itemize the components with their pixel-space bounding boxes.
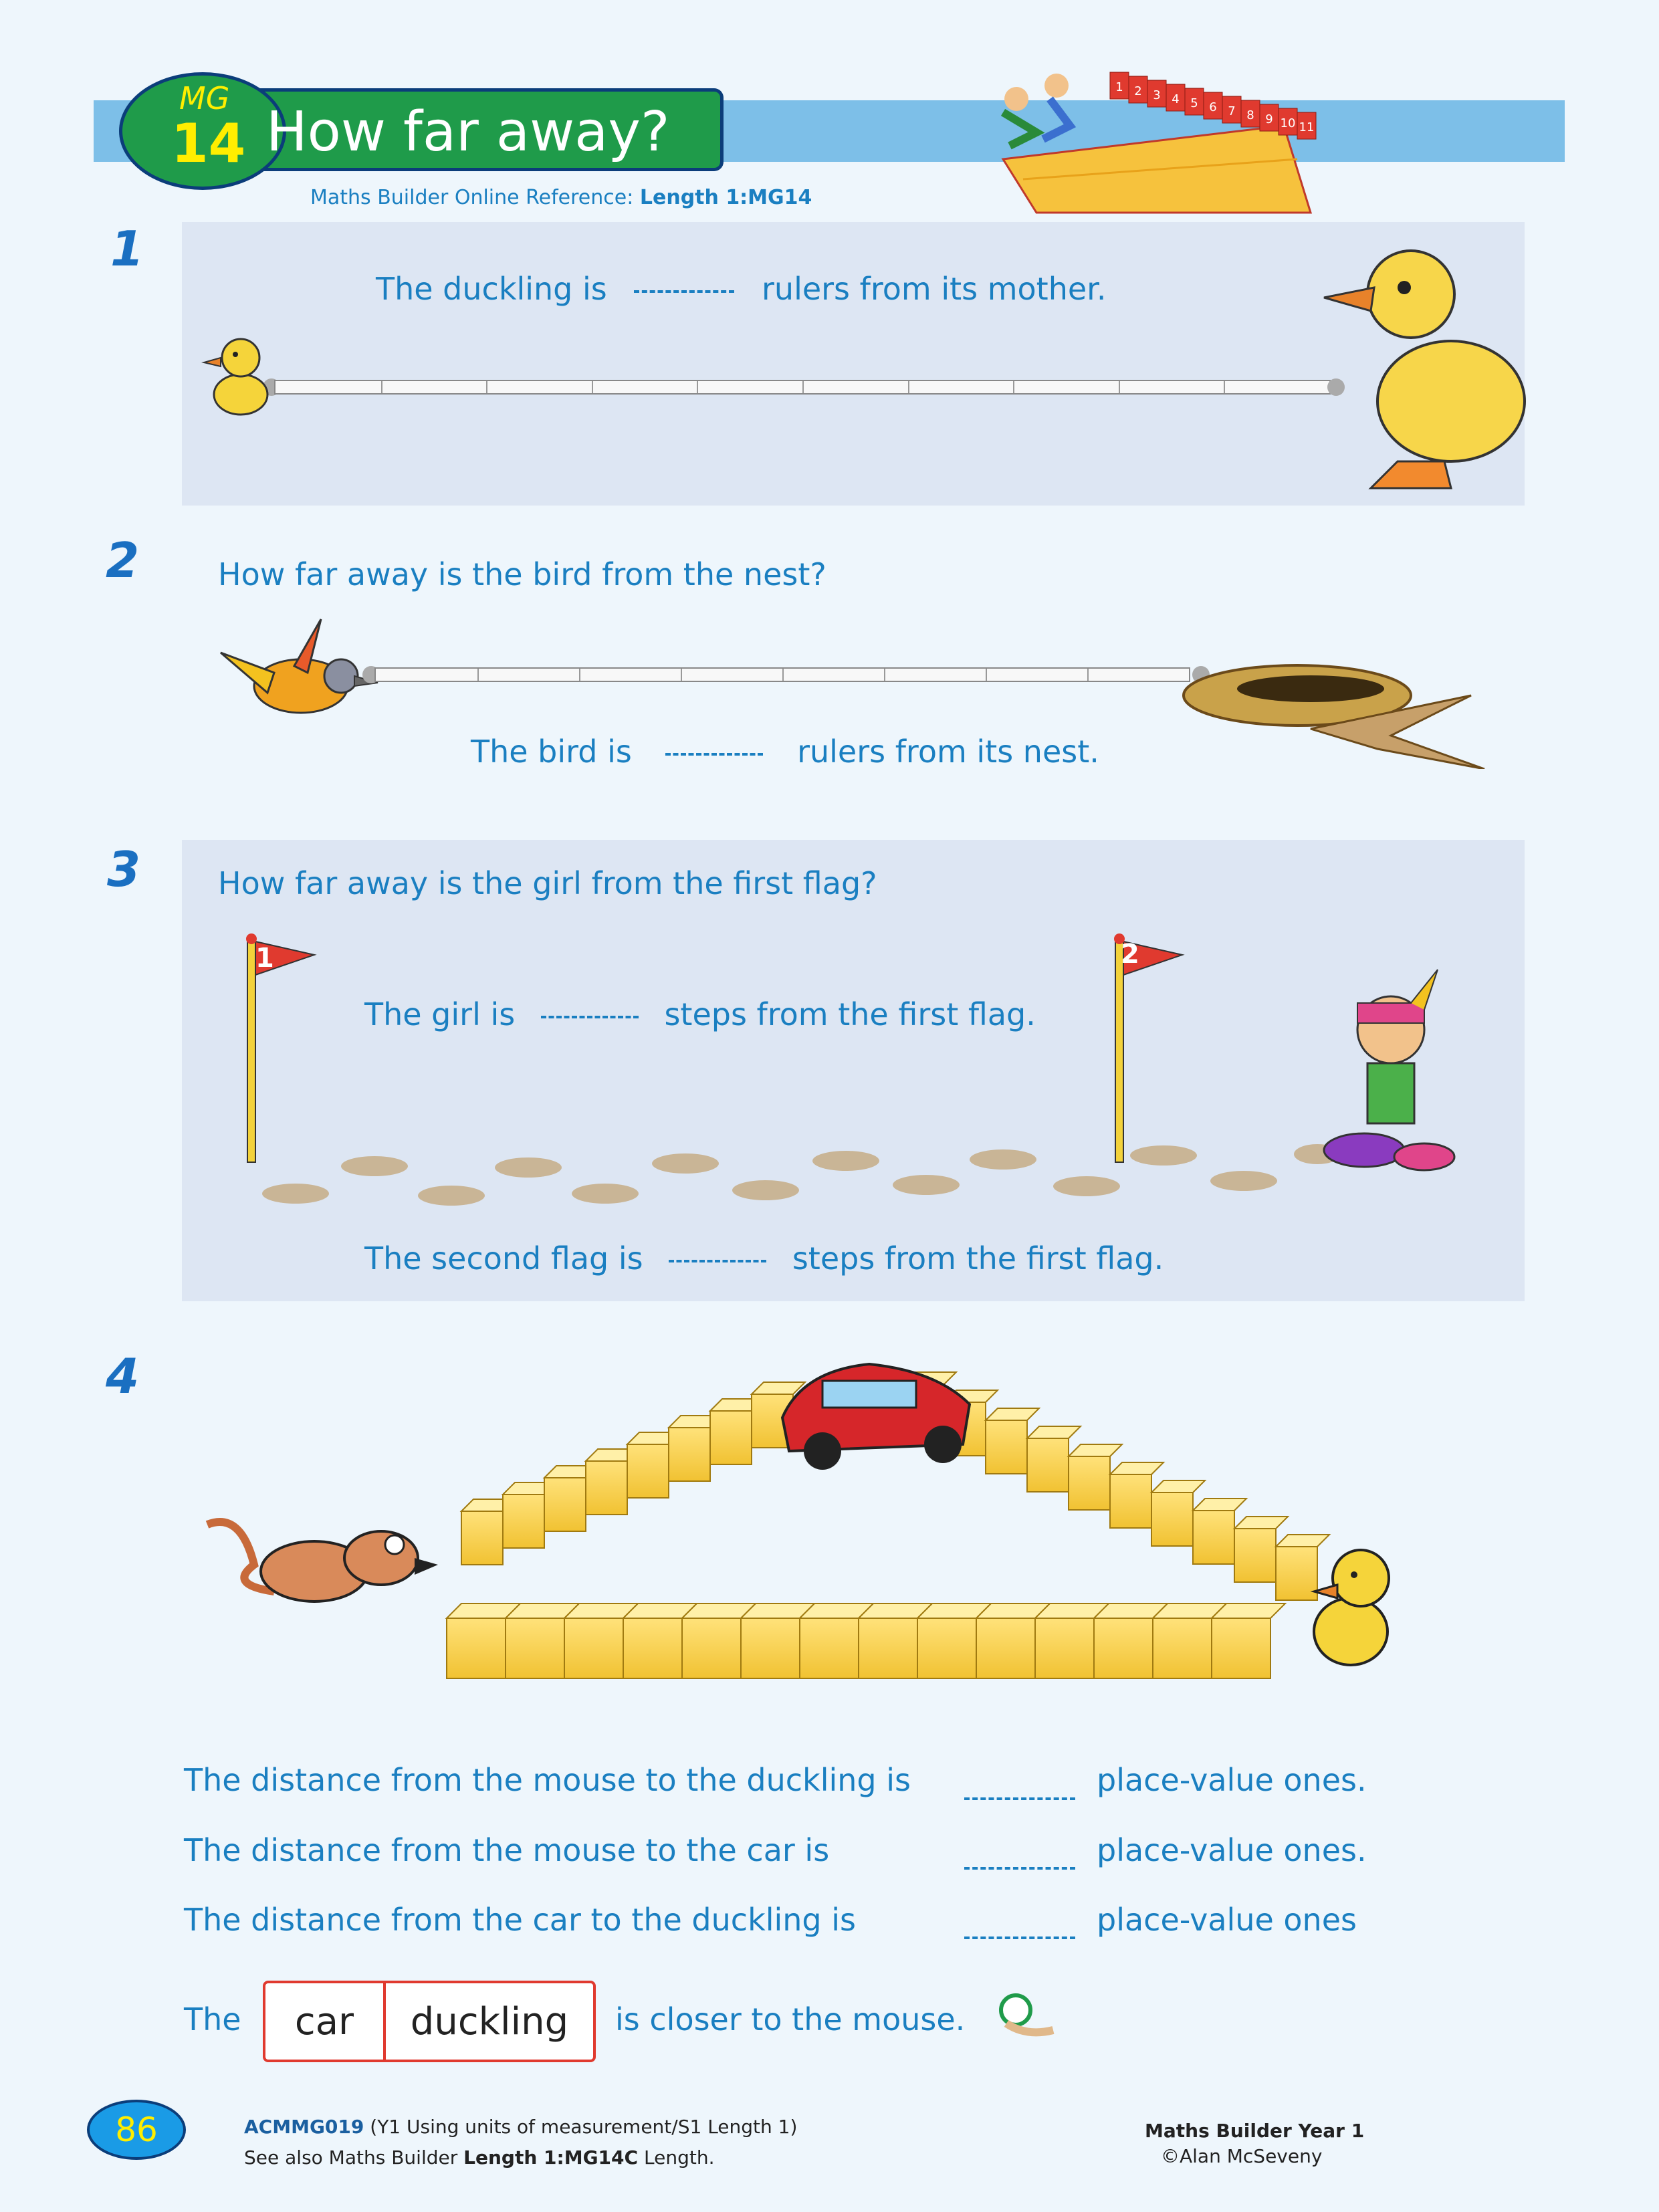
q3-girl-blank[interactable]	[541, 1016, 639, 1018]
closer-prefix: The	[184, 2001, 241, 2037]
worm-mascot-icon	[993, 1990, 1060, 2043]
flag-2-number: 2	[1121, 939, 1139, 970]
mother-duck-icon	[1317, 221, 1531, 502]
page-title: How far away?	[266, 100, 670, 164]
ruler-divider	[986, 669, 987, 681]
closer-choice-box	[263, 1981, 596, 2062]
track-number-box	[1185, 88, 1204, 115]
ruler-divider	[884, 669, 885, 681]
question-number-4: 4	[106, 1348, 140, 1404]
ruler-divider	[1013, 381, 1014, 393]
q3-flag-blank[interactable]	[669, 1260, 766, 1262]
ruler-divider	[381, 381, 382, 393]
track-number: 3	[1153, 88, 1161, 102]
q1-ruler-row	[274, 380, 1331, 395]
track-number-box	[1260, 104, 1279, 131]
q4-line1-after: place-value ones.	[1097, 1762, 1367, 1798]
book-title: Maths Builder Year 1	[1145, 2120, 1365, 2142]
footstep	[1210, 1171, 1277, 1191]
ruler-divider	[1119, 381, 1120, 393]
ruler-divider	[697, 381, 698, 393]
place-value-blocks-illustration	[201, 1344, 1404, 1705]
track-number: 8	[1246, 108, 1254, 122]
ruler-divider	[1224, 381, 1225, 393]
question-number-2: 2	[106, 532, 140, 588]
curriculum-code: ACMMG019	[244, 2116, 364, 2138]
track-number-box	[1297, 112, 1316, 139]
footstep	[812, 1151, 879, 1171]
footstep	[341, 1156, 408, 1176]
footstep	[893, 1175, 960, 1195]
blocks-mouse-to-duckling	[447, 1603, 1285, 1678]
bird-icon	[207, 613, 381, 740]
track-number: 6	[1209, 100, 1217, 114]
q2-question: How far away is the bird from the nest?	[218, 556, 826, 592]
footstep	[970, 1149, 1036, 1170]
page-number: 86	[87, 2100, 186, 2160]
question-number-1: 1	[110, 221, 144, 277]
q1-answer-line	[376, 271, 1106, 307]
q2-answer-line	[471, 734, 1099, 770]
track-number: 5	[1190, 96, 1198, 110]
track-number-box	[1110, 72, 1129, 99]
track-number-box	[1222, 96, 1241, 123]
track-number-box	[1204, 92, 1222, 119]
track-number-strip	[1110, 72, 1316, 139]
track-number-box	[1129, 76, 1147, 103]
q4-line2-before: The distance from the mouse to the car is	[184, 1832, 830, 1868]
ruler-divider	[908, 381, 909, 393]
footstep	[418, 1186, 485, 1206]
track-number: 2	[1134, 84, 1142, 98]
q4-line3-before: The distance from the car to the duckling is	[184, 1902, 856, 1938]
see-also-prefix: See also Maths Builder	[244, 2146, 458, 2169]
track-number-box	[1279, 108, 1297, 135]
nest-icon	[1177, 655, 1498, 769]
q2-answer-blank[interactable]	[665, 753, 763, 756]
footstep	[1130, 1145, 1197, 1166]
track-number-box	[1241, 100, 1260, 127]
q4-line1-before: The distance from the mouse to the duckling is	[184, 1762, 911, 1798]
see-also-suffix: Length.	[643, 2146, 715, 2169]
track-number-box	[1166, 84, 1185, 111]
q4-line-2	[184, 1832, 829, 1868]
q4-mouse-duckling-blank[interactable]	[964, 1797, 1075, 1800]
runner-icon	[1004, 87, 1028, 111]
running-track-illustration	[963, 59, 1337, 219]
code-number: 14	[171, 112, 246, 175]
q4-line2-after: place-value ones.	[1097, 1832, 1367, 1868]
q3-line2-before: The second flag is	[364, 1240, 643, 1277]
curriculum-desc: (Y1 Using units of measurement/S1 Length 1)	[370, 2116, 798, 2138]
q3-line1-before: The girl is	[364, 996, 516, 1032]
flag-1	[234, 928, 328, 1169]
q4-car-duckling-blank[interactable]	[964, 1937, 1075, 1939]
q2-text-after: rulers from its nest.	[797, 734, 1099, 770]
track-number: 11	[1299, 120, 1315, 134]
ruler-divider	[802, 381, 804, 393]
copyright: ©Alan McSeveny	[1161, 2145, 1323, 2167]
place-value-cube	[1212, 1603, 1285, 1678]
track-number: 10	[1280, 116, 1296, 130]
footstep	[652, 1153, 719, 1174]
ruler-divider	[579, 669, 580, 681]
girl-icon	[1311, 963, 1478, 1177]
track-number: 1	[1115, 80, 1123, 94]
q3-question: How far away is the girl from the first flag?	[218, 865, 877, 901]
q4-line-1	[184, 1762, 911, 1798]
flag-2	[1102, 928, 1196, 1169]
q4-mouse-car-blank[interactable]	[964, 1867, 1075, 1870]
reference-label: Maths Builder Online Reference:	[310, 186, 634, 209]
curriculum-line	[244, 2116, 797, 2138]
footsteps-row	[254, 1137, 1337, 1217]
q3-line2-after: steps from the first flag.	[792, 1240, 1164, 1277]
footstep	[732, 1180, 799, 1200]
flag-1-number: 1	[255, 943, 274, 974]
q2-text-before: The bird is	[471, 734, 632, 770]
q4-line3-after: place-value ones	[1097, 1902, 1357, 1938]
q3-answer-line-2	[364, 1240, 1164, 1277]
q2-ruler-row	[374, 667, 1190, 682]
duckling-icon	[1314, 1550, 1389, 1665]
closer-suffix: is closer to the mouse.	[615, 2001, 966, 2037]
footstep	[262, 1184, 329, 1204]
ruler-divider	[592, 381, 593, 393]
choice-duckling[interactable]: duckling	[410, 1999, 569, 2043]
q1-text-after: rulers from its mother.	[762, 271, 1107, 307]
online-reference	[310, 186, 812, 209]
q4-line-3	[184, 1902, 856, 1938]
q3-answer-line-1	[364, 996, 1036, 1032]
q3-line1-after: steps from the first flag.	[664, 996, 1036, 1032]
reference-value: Length 1:MG14	[639, 186, 812, 209]
track-number: 9	[1265, 112, 1273, 126]
blocks-mouse-to-car	[461, 1382, 805, 1565]
track-number-box	[1147, 80, 1166, 107]
question-number-3: 3	[107, 841, 141, 897]
track-number: 4	[1172, 92, 1180, 106]
runner-icon	[1044, 74, 1069, 98]
footstep	[572, 1184, 639, 1204]
ruler-divider	[477, 669, 479, 681]
see-also-ref: Length 1:MG14C	[463, 2146, 639, 2169]
choice-car[interactable]: car	[265, 1983, 386, 2060]
ruler-divider	[486, 381, 487, 393]
q1-answer-blank[interactable]	[634, 290, 734, 293]
ruler-divider	[782, 669, 784, 681]
ruler-divider	[681, 669, 682, 681]
q1-text-before: The duckling is	[376, 271, 607, 307]
code-prefix: MG	[179, 80, 230, 116]
ruler-divider	[1087, 669, 1089, 681]
see-also-line	[244, 2146, 714, 2169]
mouse-icon	[207, 1522, 438, 1601]
duckling-icon	[201, 328, 274, 428]
footstep	[1053, 1176, 1120, 1196]
footstep	[495, 1157, 562, 1178]
track-number: 7	[1228, 104, 1236, 118]
